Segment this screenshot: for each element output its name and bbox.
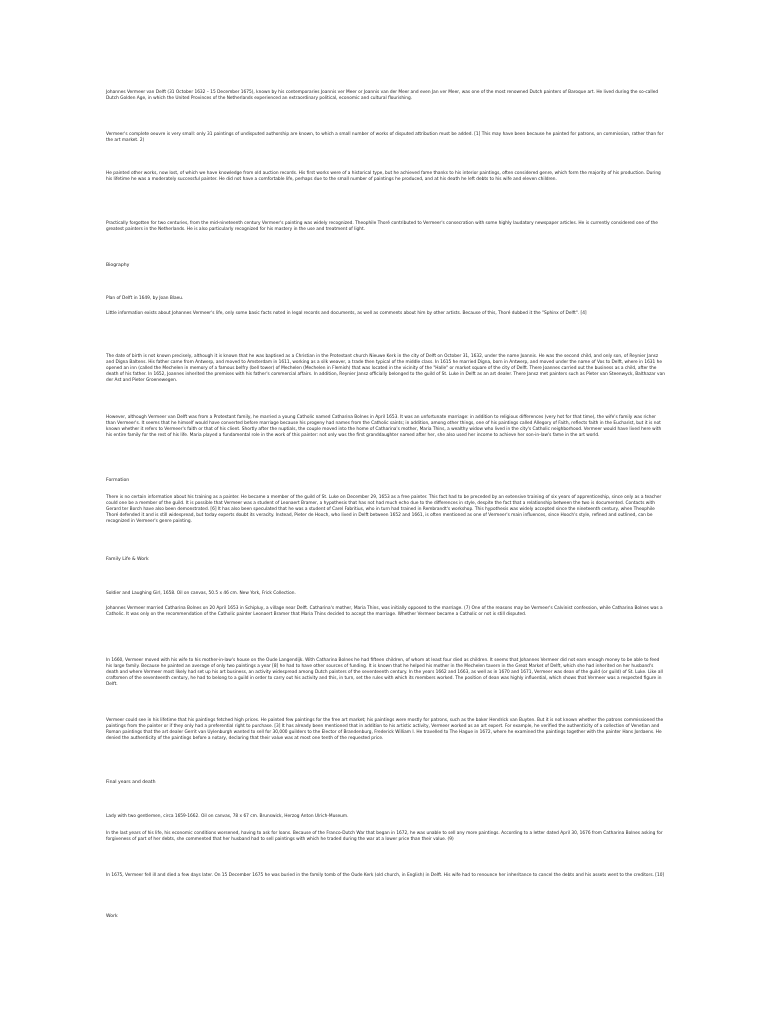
lady-caption: Lady with two gentlemen, circa 1659-1662. Oil on canvas, 78 x 67 cm. Brunswick, Herzog Anton Ulrich-Museum. bbox=[106, 814, 349, 819]
formation-paragraph: There is no certain information about his training as a painter. He became a member of the guild of St. Luke on December 29, 1653 as a free painter. This fact had to be preceded by an extensive training of six years of apprenticeship, since only as a teacher could one be a member of the guild. It is possible that Vermeer was a student of Leonaert Bramer, a hypothesis that has not had much echo due to the differences in style, despite the fact that a relationship between the two is documented. Contacts with Gerard ter Borch have also been demonstrated. [6] It has also been speculated that he was a student of Carel Fabritius, who in turn had trained in Rembrandt's workshop. This hypothesis was widely accepted since the nineteenth century, when Theophile Thoré defended it and is still widespread, but today experts doubt its veracity. Instead, Pieter de Hooch, who lived in Delft between 1652 and 1661, is often mentioned as one of Vermeer's main influences, since Hooch's style, refined and outlined, can be recognized in Vermeer's genre painting. bbox=[106, 495, 662, 525]
final-years-heading: Final years and death bbox=[106, 780, 156, 785]
birth-paragraph: The date of birth is not known precisely, although it is known that he was baptised as a Christian in the Protestant church Nieuwe Kerk in the city of Delft on October 31, 1632, under the name Joannis. He was the second child, and only son, of Reynier Jansz and Digna Baltens. His father came from Antwerp, and moved to Amsterdam in 1611, working as a silk weaver, a trade then typical of the middle class. In 1615 he married Digna, born in Antwerp, and moved under the name of Vos to Delft, where in 1631 he opened an inn (called the Mechelen in memory of a famous belfry (bell tower) of Mechelen (Mechelen in Flemish) that was located in the vicinity of the "Halle" or market square of the city of Delft. There Joannes carried out the business as a child, after the death of his father. In 1652, Joannes inherited the premises with his father's commercial affairs. In addition, Reynier Jansz officially belonged to the guild of St. Luke in Delft as an art dealer. There Jansz met painters such as Pieter van Steenwyck, Balthazar van der Ast and Pieter Groenewegen. bbox=[106, 354, 665, 384]
biography-heading: Biography bbox=[106, 263, 130, 268]
oeuvre-paragraph: Vermeer's complete oeuvre is very small: only 31 paintings of undisputed authorship are known, to which a small number of works of disputed attribution must be added. [1] This may have been because he painted for patrons, on commission, rather than for the art market. 2) bbox=[106, 132, 664, 144]
death-paragraph: In 1675, Vermeer fell ill and died a few days later. On 15 December 1675 he was buried in the family tomb of the Oude Kerk (old church, in English) in Delft. His wife had to renounce her inheritance to cancel the debts and his assets went to the creditors. [10] bbox=[106, 873, 665, 878]
married-paragraph: Johannes Vermeer married Catharina Bolnes on 20 April 1653 in Schipluy, a village near Delft. Catharina's mother, Maria Thins, was initially opposed to the marriage. (7) One of the reasons may be Vermeer's Calvinist confession, while Catharina Bolnes was a Catholic. It was only on the recommendation of the Catholic painter Leonaert Bramer that Maria Thins decided to accept the marriage. Whether Vermeer became a Catholic or not is still disputed. bbox=[106, 606, 663, 618]
intro-paragraph: Johannes Vermeer van Delft (31 October 1632 – 15 December 1675), known by his contemporaries Joannis ver Meer or Joannis van der Meer and even Jan ver Meer, was one of the most renowned Dutch painters of Baroque art. He lived during the so-called Dutch Golden Age, in which the United Provinces of the Netherlands experienced an extraordinary political, economic and cultural flourishing. bbox=[106, 90, 659, 102]
soldier-caption: Soldier and Laughing Girl, 1658. Oil on canvas, 50.5 x 46 cm. New York, Frick Collection. bbox=[106, 591, 296, 596]
formation-heading: Formation bbox=[106, 478, 130, 483]
other-works-paragraph: He painted other works, now lost, of which we have knowledge from old auction records. His first works were of a historical type, but he achieved fame thanks to his interior paintings, often considered genre, which form the majority of his production. During his lifetime he was a moderately successful painter. He did not have a comfortable life, perhaps due to the small number of paintings he produced, and at his death he left debts to his wife and eleven children. bbox=[106, 171, 661, 183]
last-years-paragraph: In the last years of his life, his economic conditions worsened, having to ask for loans. Because of the Franco-Dutch War that began in 1672, he was unable to sell any more paintings. According to a letter dated April 30, 1676 from Catharina Bolnes asking for forgiveness of part of her debts, she commented that her husband had to sell paintings with which he traded during the war at a lower price than their value. (9) bbox=[106, 831, 663, 843]
work-heading: Work bbox=[106, 914, 118, 919]
prices-paragraph: Vermeer could see in his lifetime that his paintings fetched high prices. He painted few paintings for the free art market; his paintings were mostly for patrons, such as the baker Hendrick van Buyten. But it is not known whether the patrons commissioned the paintings from the painter or if they only had a preferential right to purchase. [3] It has already been mentioned that in addition to his artistic activity, Vermeer worked as an art expert. For example, he verified the authenticity of a collection of Venetian and Roman paintings that the art dealer Gerrit van Uylenburgh wanted to sell for 30,000 guilders to the Elector of Brandenburg, Frederick William I. He travelled to The Hague in 1672, where he examined the paintings together with the painter Hans Jordaens. He denied the authenticity of the paintings before a notary, declaring that their value was at most one tenth of the requested price. bbox=[106, 718, 664, 742]
family-life-heading: Family Life & Work bbox=[106, 557, 149, 562]
family-paragraph: In 1660, Vermeer moved with his wife to his mother-in-law's house on the Oude Langendijk. With Catharina Bolnes he had fifteen children, of whom at least four died as children. It seems that Johannes Vermeer did not earn enough money to be able to feed his large family. Because he painted an average of only two paintings a year [8] he had to have other sources of funding. It is known that he helped his mother in the Mechelen tavern in the Great Market of Delft, which she had inherited on her husband's death and where Vermeer most likely had set up his art business, an activity widespread among Dutch painters of the seventeenth century. In the years 1662 and 1663, as well as in 1670 and 1671, Vermeer was dean of the guild (or guild) of St. Luke. Like all craftsmen of the seventeenth century, he had to belong to a guild in order to carry out his activity and this, in turn, set the rules with which its members worked. The position of dean was highly influential, which shows that Vermeer was a respected figure in Delft. bbox=[106, 658, 663, 688]
recognition-paragraph: Practically forgotten for two centuries, from the mid-nineteenth century Vermeer's painting was widely recognized. Theophile Thoré contributed to Vermeer's consecration with some highly laudatory newspaper articles. He is currently considered one of the greatest painters in the Netherlands. He is also particularly recognized for his mastery in the use and treatment of light. bbox=[106, 221, 658, 233]
marriage-paragraph: However, although Vermeer van Delft was from a Protestant family, he married a young Catholic named Catharina Bolnes in April 1653. It was an unfortunate marriage: in addition to religious differences (very hot for that time), the wife's family was richer than Vermeer's. It seems that he himself would have converted before marriage because his progeny had names from the Catholic saints; in addition, among other things, one of his paintings called Allegory of Faith, reflects faith in the Eucharist, but it is not known whether it refers to Vermeer's faith or that of his client. Shortly after the nuptials, the couple moved into the home of Catharina's mother, Maria Thins, a wealthy widow who lived in the city's Catholic neighborhood. Vermeer would have lived here with his entire family for the rest of his life. Maria played a fundamental role in the work of this painter: not only was the first granddaughter named after her, she also used her income to achieve her son-in-law's fame in the art world. bbox=[106, 415, 662, 439]
delft-plan-caption: Plan of Delft in 1649, by Joan Blaeu. bbox=[106, 296, 184, 301]
life-info-paragraph: Little information exists about Johannes Vermeer's life, only some basic facts noted in legal records and documents, as well as comments about him by other artists. Because of this, Thoré dubbed it the "Sphinx of Delft". [4] bbox=[106, 311, 587, 316]
